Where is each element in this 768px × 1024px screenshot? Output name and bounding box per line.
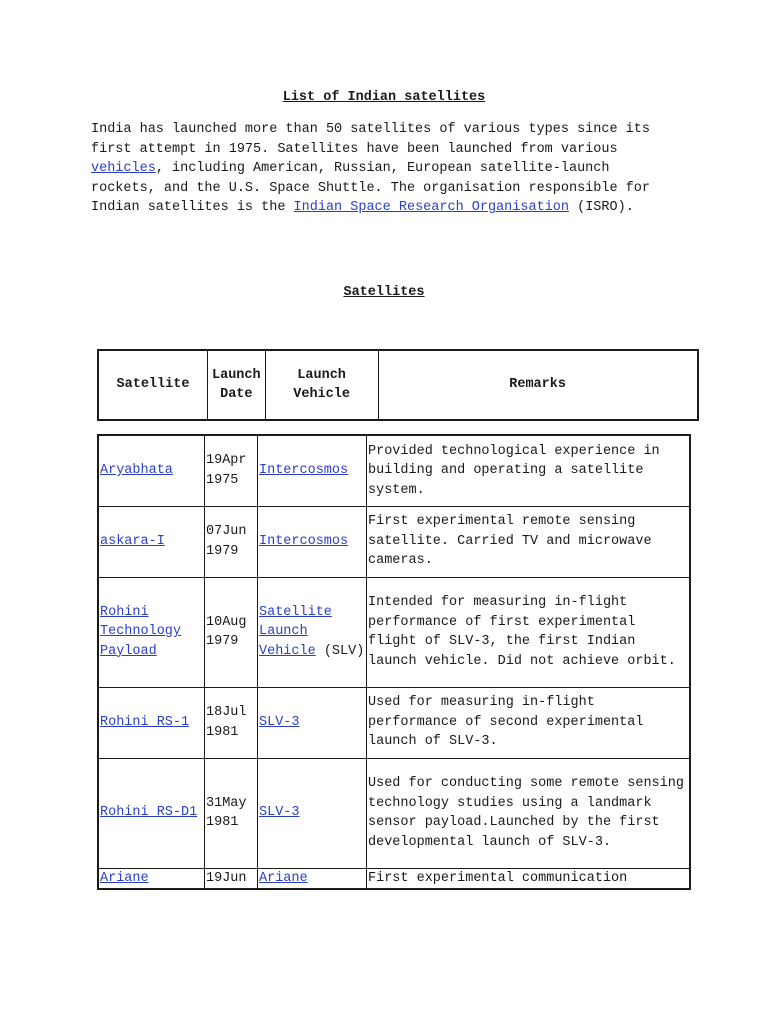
satellite-link[interactable]: Rohini RS-1	[100, 714, 190, 730]
table-row	[98, 506, 690, 577]
satellite-cell	[98, 687, 205, 758]
satellite-link[interactable]: Rohini Technology Payload	[100, 604, 182, 659]
page-title: List of Indian satellites	[282, 90, 486, 105]
vehicle-cell	[258, 758, 367, 868]
satellite-cell	[98, 506, 205, 577]
remarks-cell: First experimental communication	[367, 868, 691, 889]
launch-date-cell: 19Apr 1975	[205, 435, 258, 506]
satellite-cell	[98, 577, 205, 687]
satellites-table	[97, 434, 691, 890]
intro-text-3: (ISRO).	[569, 200, 634, 216]
vehicle-link[interactable]: Intercosmos	[259, 533, 349, 549]
vehicle-cell	[258, 435, 367, 506]
vehicle-cell	[258, 577, 367, 687]
remarks-cell: Used for conducting some remote sensing technology studies using a landmark sensor payload.Launched by the first developmental launch of SLV-3.	[367, 758, 691, 868]
remarks-cell: Intended for measuring in-flight performance of first experimental flight of SLV-3, the first Indian launch vehicle. Did not achieve orbit.	[367, 577, 691, 687]
remarks-cell: Used for measuring in-flight performance of second experimental launch of SLV-3.	[367, 687, 691, 758]
vehicle-link[interactable]: SLV-3	[259, 805, 300, 821]
vehicle-cell	[258, 868, 367, 889]
header-launch-vehicle: Launch Vehicle	[265, 350, 378, 420]
launch-date-cell: 10Aug 1979	[205, 577, 258, 687]
vehicles-link[interactable]: vehicles	[91, 161, 156, 177]
launch-date-cell: 18Jul 1981	[205, 687, 258, 758]
vehicle-link[interactable]: Satellite Launch Vehicle	[259, 604, 332, 659]
intro-text-1: India has launched more than 50 satellites of various types since its first attempt in 1975. Satellites have been launched from various	[91, 122, 650, 157]
launch-date-cell: 19Jun	[205, 868, 258, 889]
header-satellite: Satellite	[98, 350, 208, 420]
satellite-link[interactable]: Ariane	[100, 870, 149, 886]
intro-paragraph	[91, 120, 671, 218]
satellite-link[interactable]: Aryabhata	[100, 463, 173, 478]
satellite-cell	[98, 758, 205, 868]
header-remarks: Remarks	[378, 350, 698, 420]
vehicle-link[interactable]: Ariane	[259, 870, 308, 886]
table-row	[98, 435, 690, 506]
table-row	[98, 868, 690, 889]
intro-text-2: , including American, Russian, European satellite-launch rockets, and the U.S. Space Shuttle. The organisation responsible for Indian satellites is the	[91, 161, 650, 216]
header-row	[98, 350, 698, 420]
vehicle-link[interactable]: Intercosmos	[259, 463, 349, 478]
isro-link[interactable]: Indian Space Research Organisation	[293, 200, 569, 216]
header-launch-date: Launch Date	[208, 350, 266, 420]
launch-date-cell: 31May 1981	[205, 758, 258, 868]
table-row	[98, 577, 690, 687]
satellite-link[interactable]: Rohini RS-D1	[100, 805, 198, 821]
section-heading: Satellites	[343, 285, 425, 300]
table-row	[98, 687, 690, 758]
remarks-cell: Provided technological experience in building and operating a satellite system.	[367, 435, 691, 506]
vehicle-suffix: (SLV)	[323, 643, 365, 659]
satellites-table-header	[97, 349, 699, 421]
table-row	[98, 758, 690, 868]
satellite-link[interactable]: askara-I	[100, 533, 165, 549]
satellite-cell	[98, 435, 205, 506]
vehicle-link[interactable]: SLV-3	[259, 714, 300, 730]
satellite-cell	[98, 868, 205, 889]
launch-date-cell: 07Jun 1979	[205, 506, 258, 577]
vehicle-cell	[258, 506, 367, 577]
vehicle-cell	[258, 687, 367, 758]
remarks-cell: First experimental remote sensing satellite. Carried TV and microwave cameras.	[367, 506, 691, 577]
